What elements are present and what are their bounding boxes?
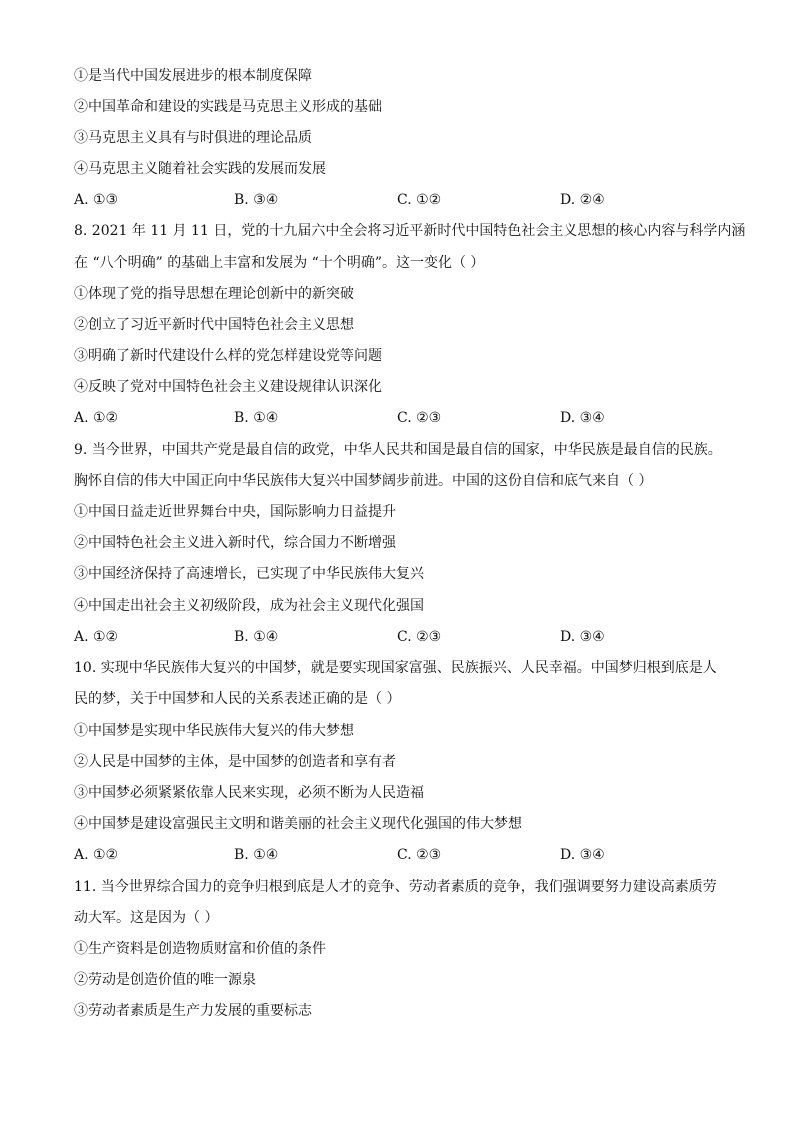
- text-line: ④中国梦是建设富强民主文明和谐美丽的社会主义现代化强国的伟大梦想: [74, 816, 522, 832]
- text-line: ④马克思主义随着社会实践的发展而发展: [74, 161, 326, 177]
- question-8-text: 8. 2021 年 11 月 11 日，党的十九届六中全会将习近平新时代中国特色社会主义思想的核心内容与科学内涵: [74, 223, 746, 239]
- text-line: ①中国梦是实现中华民族伟大复兴的伟大梦想: [74, 723, 354, 739]
- text-line: ①体现了党的指导思想在理论创新中的新突破: [74, 286, 354, 302]
- option-b: B. ①④: [234, 410, 279, 426]
- option-a: A. ①②: [74, 847, 119, 863]
- option-d: D. ③④: [560, 629, 605, 645]
- text-line: ②劳动是创造价值的唯一源泉: [74, 972, 256, 988]
- text-line: ④反映了党对中国特色社会主义建设规律认识深化: [74, 379, 382, 395]
- text-line: ③中国经济保持了高速增长，已实现了中华民族伟大复兴: [74, 566, 424, 582]
- text-line: ②中国特色社会主义进入新时代，综合国力不断增强: [74, 535, 396, 551]
- option-c: C. ①②: [397, 192, 442, 208]
- answer-options: [74, 190, 734, 210]
- text-line: ①生产资料是创造物质财富和价值的条件: [74, 941, 326, 957]
- text-line: ①是当代中国发展进步的根本制度保障: [74, 68, 312, 84]
- option-b: B. ①④: [234, 847, 279, 863]
- option-c: C. ②③: [397, 847, 442, 863]
- option-b: B. ③④: [234, 192, 279, 208]
- answer-options: [74, 408, 734, 428]
- question-9-text: 胸怀自信的伟大中国正向中华民族伟大复兴中国梦阔步前进。中国的这份自信和底气来自（ ）: [74, 473, 653, 489]
- option-c: C. ②③: [397, 410, 442, 426]
- text-line: ③中国梦必须紧紧依靠人民来实现，必须不断为人民造福: [74, 785, 424, 801]
- text-line: ③劳动者素质是生产力发展的重要标志: [74, 1003, 312, 1019]
- text-line: ③明确了新时代建设什么样的党怎样建设党等问题: [74, 348, 382, 364]
- option-a: A. ①②: [74, 410, 119, 426]
- text-line: ①中国日益走近世界舞台中央，国际影响力日益提升: [74, 504, 396, 520]
- answer-options: [74, 845, 734, 865]
- text-line: ②中国革命和建设的实践是马克思主义形成的基础: [74, 99, 382, 115]
- option-a: A. ①③: [74, 192, 119, 208]
- text-line: ④中国走出社会主义初级阶段，成为社会主义现代化强国: [74, 598, 424, 614]
- question-8-text: 在 “八个明确” 的基础上丰富和发展为 “十个明确”。这一变化（ ）: [74, 255, 485, 271]
- option-b: B. ①④: [234, 629, 279, 645]
- question-10-text: 10. 实现中华民族伟大复兴的中国梦，就是要实现国家富强、民族振兴、人民幸福。中国梦归根到底是人: [74, 660, 717, 676]
- text-line: ②创立了习近平新时代中国特色社会主义思想: [74, 317, 354, 333]
- question-11-text: 11. 当今世界综合国力的竞争归根到底是人才的竞争、劳动者素质的竞争，我们强调要努力建设高素质劳: [74, 879, 717, 895]
- question-11-text: 动大军。这是因为（ ）: [74, 910, 219, 926]
- option-d: D. ③④: [560, 410, 605, 426]
- text-line: ③马克思主义具有与时俱进的理论品质: [74, 130, 312, 146]
- answer-options: [74, 627, 734, 647]
- question-9-text: 9. 当今世界，中国共产党是最自信的政党，中华人民共和国是最自信的国家，中华民族是最自信的民族。: [74, 442, 722, 458]
- option-d: D. ②④: [560, 192, 605, 208]
- option-d: D. ③④: [560, 847, 605, 863]
- option-a: A. ①②: [74, 629, 119, 645]
- option-c: C. ②③: [397, 629, 442, 645]
- question-10-text: 民的梦，关于中国梦和人民的关系表述正确的是（ ）: [74, 691, 401, 707]
- text-line: ②人民是中国梦的主体，是中国梦的创造者和享有者: [74, 754, 396, 770]
